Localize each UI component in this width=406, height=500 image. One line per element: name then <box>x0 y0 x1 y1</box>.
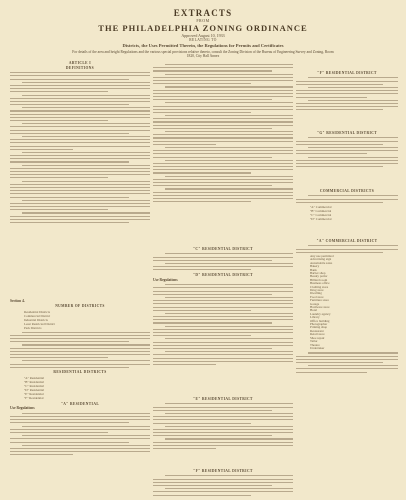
list-item: Undertaker <box>310 345 325 350</box>
section-11 <box>153 470 293 498</box>
section-12-title: "F" RESIDENTIAL DISTRICT <box>317 71 377 75</box>
list-item: Furniture store <box>310 298 329 303</box>
list-item: Clothing store <box>310 284 329 289</box>
section-4-label: Section 4. <box>10 299 25 303</box>
list-item: Photographer <box>310 322 328 327</box>
section-8 <box>153 274 293 367</box>
list-item: Office building <box>310 318 330 323</box>
header-note: For details of the area and height Regulations and the various special provisions relative thereto, consult the Zoning Division of the Bureau of Engineering Survey and Zoning, Room 1820, City Hall Annex <box>72 50 334 59</box>
approved-date: Approved August 10, 1933 <box>181 33 225 38</box>
list-item: Commercial District <box>24 313 51 318</box>
list-item: Industrial Districts <box>24 317 48 322</box>
list-item: Residential Districts <box>24 309 50 314</box>
definitions-subtitle: DEFINITIONS <box>65 65 95 70</box>
list-item: "A" Residential <box>24 375 45 380</box>
list-item: Least Restricted District <box>24 321 55 326</box>
from-label: FROM <box>196 18 210 23</box>
list-item: "D" Commercial <box>310 216 332 221</box>
section-15-title: "A" COMMERCIAL DISTRICT <box>316 239 378 243</box>
use-regulations-label: Use Regulations <box>10 406 35 411</box>
section-4-title: NUMBER OF DISTRICTS <box>55 303 105 308</box>
list-item: Hardware store <box>310 305 330 310</box>
section-7 <box>153 248 293 273</box>
list-item: Retail store <box>310 332 325 337</box>
definitions-title: ARTICLE I <box>68 61 92 65</box>
section-13 <box>296 132 398 169</box>
section-13-title: "G" RESIDENTIAL DISTRICT <box>316 131 378 135</box>
section-8-title: "D" RESIDENTIAL DISTRICT <box>193 273 253 277</box>
document-title: EXTRACTS <box>173 8 233 18</box>
list-item: Restaurant <box>310 328 324 333</box>
list-item: Laundry agency <box>310 311 331 316</box>
list-item: Automobile sales <box>310 260 333 265</box>
districts-heading: Districts, the Uses Permitted Therein, the Regulations for Permits and Certificates <box>122 43 284 48</box>
list-item: Advertising sign <box>310 257 332 262</box>
list-item: Bakery <box>310 264 320 269</box>
list-item: Library <box>310 315 320 320</box>
section-14 <box>296 190 398 221</box>
list-item: Business office <box>310 281 330 286</box>
list-item: Drug store <box>310 288 324 293</box>
section-5-title: "A" RESIDENTIAL <box>60 401 100 406</box>
section-14-title: COMMERCIAL DISTRICTS <box>319 189 375 193</box>
section-11-title: "F" RESIDENTIAL DISTRICT <box>193 469 253 473</box>
list-item: Beauty parlor <box>310 274 328 279</box>
list-item: "E" Residential <box>24 391 44 396</box>
list-item: Theatre <box>310 342 320 347</box>
list-item: Hotel <box>310 308 318 313</box>
list-item: Shoe repair <box>310 335 325 340</box>
section-15 <box>296 240 398 375</box>
section-4 <box>10 300 150 457</box>
definitions-text <box>10 72 150 223</box>
list-item: Any use permitted <box>310 253 334 258</box>
list-item: "B" Residential <box>24 379 44 384</box>
relating-label: RELATING TO <box>189 38 217 42</box>
list-item: Bank <box>310 267 317 272</box>
uses-list <box>296 255 398 350</box>
list-item: Tailor <box>310 339 318 344</box>
list-item: Barber shop <box>310 270 326 275</box>
list-item: Park Districts <box>24 325 42 330</box>
use-regulations-label: Use Regulations <box>153 277 178 282</box>
list-item: Garage <box>310 301 320 306</box>
list-item: Printing shop <box>310 325 328 330</box>
document-subtitle: THE PHILADELPHIA ZONING ORDINANCE <box>98 23 308 33</box>
list-item: "C" Commercial <box>310 212 332 217</box>
section-10 <box>153 398 293 451</box>
definitions-section <box>10 62 150 225</box>
list-item: Dwelling <box>310 291 322 296</box>
section-6-continued <box>153 62 293 204</box>
list-item: "F" Residential <box>24 395 44 400</box>
list-item: "C" Residential <box>24 383 44 388</box>
section-10-title: "E" RESIDENTIAL DISTRICT <box>193 397 253 401</box>
section-7-title: "C" RESIDENTIAL DISTRICT <box>193 247 253 251</box>
section-12 <box>296 72 398 112</box>
list-item: "A" Commercial <box>310 204 332 209</box>
list-item: Billiard room <box>310 277 328 282</box>
list-item: "B" Commercial <box>310 208 332 213</box>
list-item: Food store <box>310 294 324 299</box>
residential-districts-title: RESIDENTIAL DISTRICTS <box>53 369 107 374</box>
list-item: "D" Residential <box>24 387 45 392</box>
